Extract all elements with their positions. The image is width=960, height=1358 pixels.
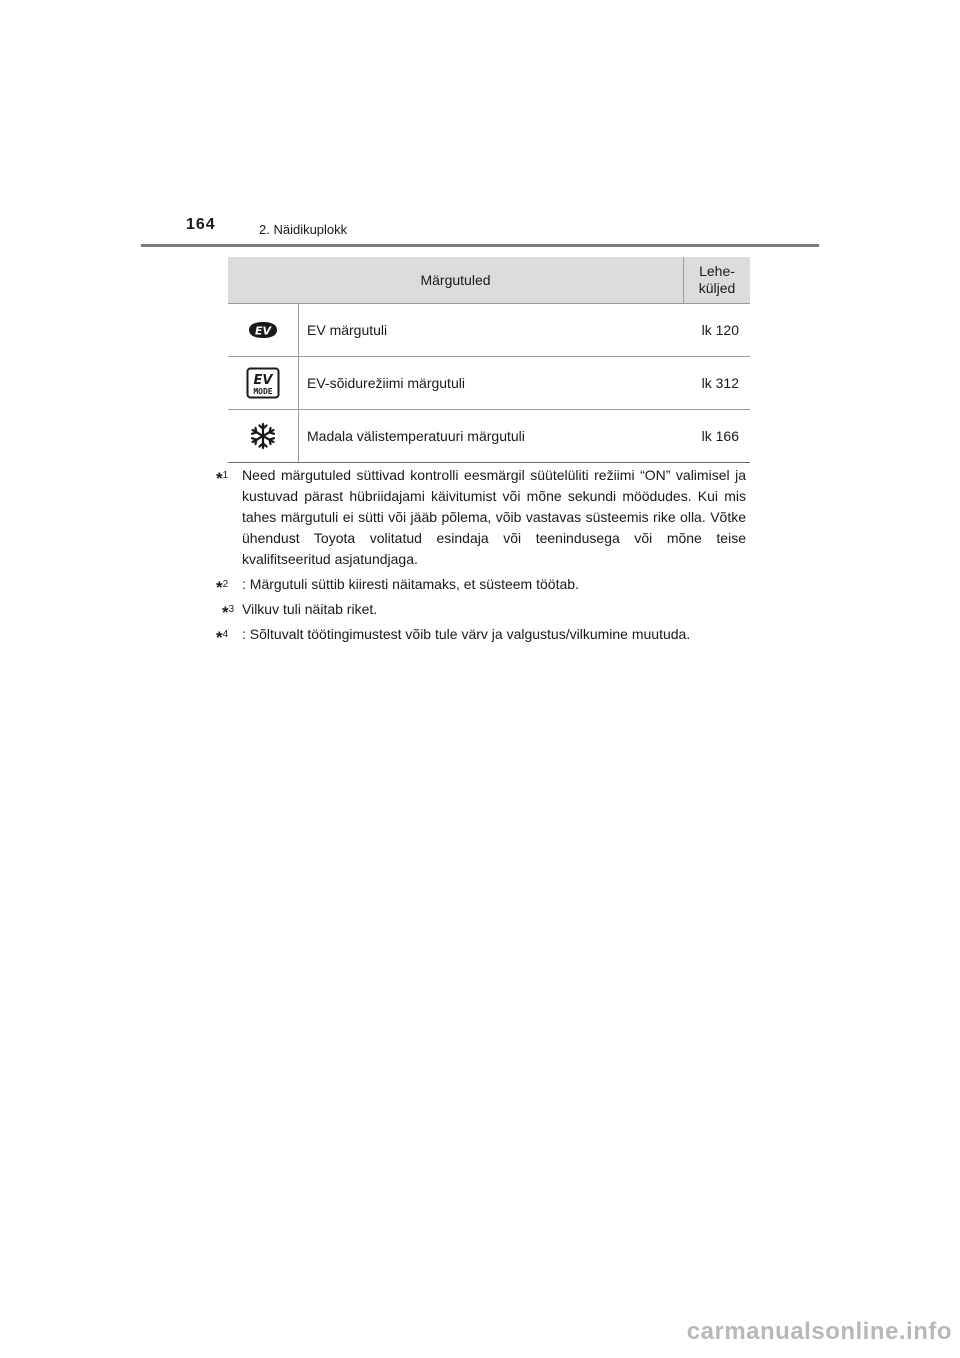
ev-mode-icon [246,367,280,399]
snowflake-icon [249,422,277,450]
table-row [228,410,750,463]
footnote-3 [216,599,746,620]
footnote-marker: *$^3$ [222,603,235,622]
svg-text:EV: EV [254,324,272,338]
footnote-marker: *$^1$ [216,469,229,488]
indicator-table [228,257,750,463]
table-row [228,304,750,357]
table-row [228,357,750,410]
footnote-2 [216,574,746,595]
page-ref: lk 120 [684,304,751,357]
ev-mode-icon-top-text: EV [253,373,273,388]
page-number: 164 [186,216,216,233]
footnotes [216,465,746,649]
footnote-text: Vilkuv tuli näitab riket. [242,601,378,617]
page-header [186,216,826,244]
footnote-text: Need märgutuled süttivad kontrolli eesmärgil süütelüliti režiimi “ON” valimisel ja kustuvad pärast hübriidajami käivitumist või mõne sekundi möödudes. Kui mis tahes märgutuli ei sütti või jääb põlema, võib vastavas süsteemis rike olla. Võtke ühendust Toyota volitatud esindaja või teenindusega või mõne teise kvalifitseeritud asjatundjaga. [242,467,746,567]
header-rule [141,244,819,247]
column-header-name: Märgutuled [228,257,684,304]
ev-indicator-icon [246,319,280,341]
light-name: Madala välistemperatuuri märgutuli [299,410,684,463]
footnote-text: : Sõltuvalt töötingimustest võib tule värv ja valgustus/vilkumine muutuda. [242,626,691,642]
watermark: carmanualsonline.info [686,1318,952,1345]
footnote-marker: *$^4$ [216,628,229,647]
page-ref: lk 166 [684,410,751,463]
icon-cell [228,304,299,357]
light-name: EV märgutuli [299,304,684,357]
column-header-page: Lehe- küljed [684,257,751,304]
footnote-marker: *$^2$ [216,578,229,597]
footnote-1 [216,465,746,570]
icon-cell [228,410,299,463]
table-header-row [228,257,750,304]
page-ref: lk 312 [684,357,751,410]
footnote-text: : Märgutuli süttib kiiresti näitamaks, et süsteem töötab. [242,576,579,592]
light-name: EV-sõidurežiimi märgutuli [299,357,684,410]
section-title: 2. Näidikuplokk [259,222,348,237]
icon-cell [228,357,299,410]
ev-mode-icon-bottom-text: MODE [253,387,273,396]
footnote-4 [216,624,746,645]
